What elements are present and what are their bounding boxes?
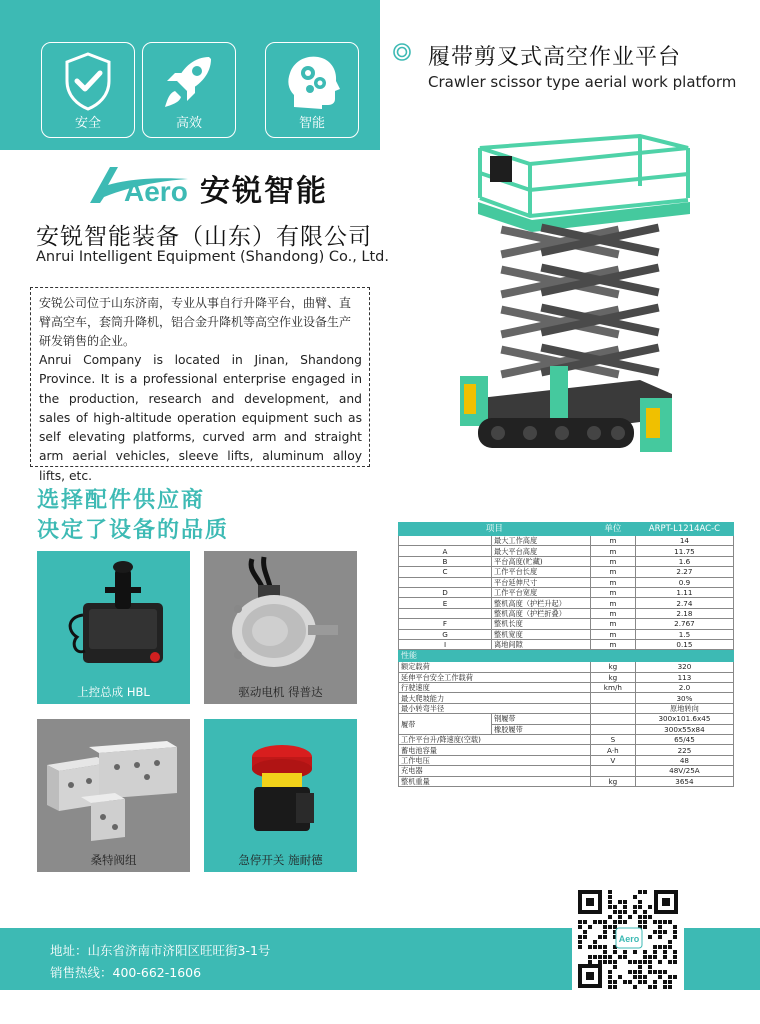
description-zh: 安锐公司位于山东济南，专业从事自行升降平台，曲臂、直臂高空车，套筒升降机，铝合金升降机等高空作业设备生产研发销售的企业。 — [39, 296, 352, 348]
footer-hotline: 销售热线：400-662-1606 — [50, 965, 202, 980]
spec-row — [399, 639, 734, 649]
spec-code: C — [399, 567, 492, 577]
product-title-en: Crawler scissor type aerial work platform — [428, 73, 737, 91]
accessory-control-box — [37, 551, 190, 704]
spec-row — [399, 714, 734, 724]
spec-item: 延伸平台安全工作载荷 — [399, 672, 591, 682]
spec-item: 最小转弯半径 — [399, 703, 591, 713]
spec-item: 整机宽度 — [492, 629, 591, 639]
spec-value: 2.27 — [635, 567, 733, 577]
spec-item: 充电器 — [399, 766, 591, 776]
spec-row — [399, 619, 734, 629]
spec-unit: m — [590, 608, 635, 618]
spec-unit: m — [590, 619, 635, 629]
spec-value: 2.0 — [635, 683, 733, 693]
qr-code-icon — [572, 884, 684, 994]
spec-unit — [590, 693, 635, 703]
spec-row — [399, 598, 734, 608]
spec-value: 48V/25A — [635, 766, 733, 776]
spec-item: 行驶速度 — [399, 683, 591, 693]
spec-code: F — [399, 619, 492, 629]
spec-row — [399, 766, 734, 776]
spec-row — [399, 693, 734, 703]
spec-value: 65/45 — [635, 735, 733, 745]
accessory-valve-block — [37, 719, 190, 872]
spec-item: 最大工作高度 — [492, 536, 591, 546]
spec-value: 2.18 — [635, 608, 733, 618]
feature-efficiency — [142, 42, 236, 138]
spec-row — [399, 662, 734, 672]
company-description — [30, 287, 370, 483]
scissor-lift-image — [440, 118, 700, 478]
spec-track-sub: 钢履带 — [492, 714, 591, 724]
product-title-zh: 履带剪叉式高空作业平台 — [428, 45, 682, 70]
spec-value: 0.15 — [635, 639, 733, 649]
accessory-caption: 驱动电机 得普达 — [238, 685, 323, 699]
accessory-caption: 上控总成 HBL — [77, 685, 150, 699]
spec-track-value: 300x101.6x45 — [635, 714, 733, 724]
logo-name: 安锐智能 — [200, 174, 328, 209]
spec-value: 2.74 — [635, 598, 733, 608]
spec-row — [399, 587, 734, 597]
company-name-zh: 安锐智能装备（山东）有限公司 — [36, 224, 372, 250]
spec-header-item: 项目 — [399, 523, 591, 536]
spec-unit: m — [590, 587, 635, 597]
spec-track-item: 履带 — [399, 714, 492, 735]
spec-row — [399, 672, 734, 682]
description-en: Anrui Company is located in Jinan, Shandong Province. It is a professional enterprise engaged in the production, research and development, and sales of high-altitude operation equipment such as self elevating platforms, curved arm and straight arm aerial vehicles, sleeve lifts, aluminum alloy lifts, etc. — [39, 353, 362, 483]
spec-unit: m — [590, 629, 635, 639]
spec-code — [399, 608, 492, 618]
spec-section-label: 性能 — [399, 650, 734, 662]
valve-block-image — [37, 719, 190, 849]
spec-item: 工作平台宽度 — [492, 587, 591, 597]
spec-row — [399, 567, 734, 577]
spec-row — [399, 735, 734, 745]
spec-value: 14 — [635, 536, 733, 546]
spec-track-value: 300x55x84 — [635, 724, 733, 734]
accessory-emergency-stop — [204, 719, 357, 872]
spec-unit: m — [590, 639, 635, 649]
brain-gears-icon — [282, 51, 342, 113]
spec-value: 225 — [635, 745, 733, 755]
spec-value: 30% — [635, 693, 733, 703]
spec-value: 2.767 — [635, 619, 733, 629]
spec-unit: kg — [590, 776, 635, 786]
spec-item: 整机高度（护栏升起） — [492, 598, 591, 608]
spec-item: 最大爬坡能力 — [399, 693, 591, 703]
spec-unit: km/h — [590, 683, 635, 693]
emergency-stop-image — [204, 719, 357, 849]
rocket-icon — [159, 51, 219, 113]
spec-header-model: ARPT-L1214AC-C — [635, 523, 733, 536]
spec-item: 最大平台高度 — [492, 546, 591, 556]
accessory-caption: 急停开关 施耐德 — [238, 853, 323, 867]
spec-header-unit: 单位 — [590, 523, 635, 536]
footer-address: 地址：山东省济南市济阳区旺旺街3-1号 — [50, 943, 271, 958]
feature-label: 智能 — [298, 116, 325, 131]
spec-unit: m — [590, 567, 635, 577]
spec-item: 整机高度（护栏折叠） — [492, 608, 591, 618]
spec-row — [399, 577, 734, 587]
spec-value: 48 — [635, 755, 733, 765]
company-name-en: Anrui Intelligent Equipment (Shandong) Co., Ltd. — [36, 249, 389, 265]
spec-unit — [590, 766, 635, 776]
spec-item: 工作平台长度 — [492, 567, 591, 577]
feature-label: 高效 — [175, 116, 202, 131]
spec-value: 0.9 — [635, 577, 733, 587]
slogan-line-2: 决定了设备的品质 — [37, 518, 230, 543]
qr-logo: Aero — [618, 934, 640, 944]
spec-row — [399, 556, 734, 566]
accessory-drive-motor — [204, 551, 357, 704]
spec-row — [399, 683, 734, 693]
feature-intelligence — [265, 42, 359, 138]
drive-motor-image — [204, 551, 357, 681]
spec-row — [399, 703, 734, 713]
spec-row — [399, 608, 734, 618]
spec-code — [399, 536, 492, 546]
spec-unit: m — [590, 536, 635, 546]
spec-code: B — [399, 556, 492, 566]
spec-item: 平台高度(贮藏) — [492, 556, 591, 566]
spec-unit: m — [590, 546, 635, 556]
spec-item: 蓄电池容量 — [399, 745, 591, 755]
spec-code: G — [399, 629, 492, 639]
spec-item: 工作平台升/降速度(空载) — [399, 735, 591, 745]
spec-unit — [590, 703, 635, 713]
feature-safety — [41, 42, 135, 138]
shield-check-icon — [62, 51, 114, 113]
spec-code — [399, 577, 492, 587]
spec-row — [399, 755, 734, 765]
spec-value: 1.6 — [635, 556, 733, 566]
spec-item: 整机长度 — [492, 619, 591, 629]
spec-value: 320 — [635, 662, 733, 672]
spec-row — [399, 546, 734, 556]
spec-row — [399, 776, 734, 786]
spec-unit: S — [590, 735, 635, 745]
spec-item: 整机重量 — [399, 776, 591, 786]
spec-code: D — [399, 587, 492, 597]
spec-code: I — [399, 639, 492, 649]
spec-row — [399, 629, 734, 639]
spec-track-sub: 橡胶履带 — [492, 724, 591, 734]
spec-value: 3654 — [635, 776, 733, 786]
spec-item: 额定载荷 — [399, 662, 591, 672]
spec-unit: m — [590, 556, 635, 566]
spec-code: A — [399, 546, 492, 556]
spec-header-row — [399, 523, 734, 536]
spec-section-row — [399, 650, 734, 662]
target-circle-icon — [392, 42, 412, 62]
spec-row — [399, 536, 734, 546]
spec-unit: kg — [590, 672, 635, 682]
spec-code: E — [399, 598, 492, 608]
spec-value: 原地转向 — [635, 703, 733, 713]
spec-value: 1.5 — [635, 629, 733, 639]
logo-brand: Aero — [124, 176, 188, 207]
spec-unit: m — [590, 577, 635, 587]
spec-unit: m — [590, 598, 635, 608]
spec-value: 113 — [635, 672, 733, 682]
feature-label: 安全 — [74, 116, 101, 131]
spec-item: 工作电压 — [399, 755, 591, 765]
spec-unit: A·h — [590, 745, 635, 755]
control-box-image — [37, 551, 190, 681]
spec-item: 平台延伸尺寸 — [492, 577, 591, 587]
spec-unit: kg — [590, 662, 635, 672]
accessory-caption: 桑特阀组 — [90, 853, 137, 867]
spec-value: 1.11 — [635, 587, 733, 597]
spec-item: 离地间隙 — [492, 639, 591, 649]
spec-table — [398, 522, 734, 787]
slogan-line-1: 选择配件供应商 — [37, 488, 206, 513]
spec-value: 11.75 — [635, 546, 733, 556]
spec-row — [399, 745, 734, 755]
spec-unit: V — [590, 755, 635, 765]
